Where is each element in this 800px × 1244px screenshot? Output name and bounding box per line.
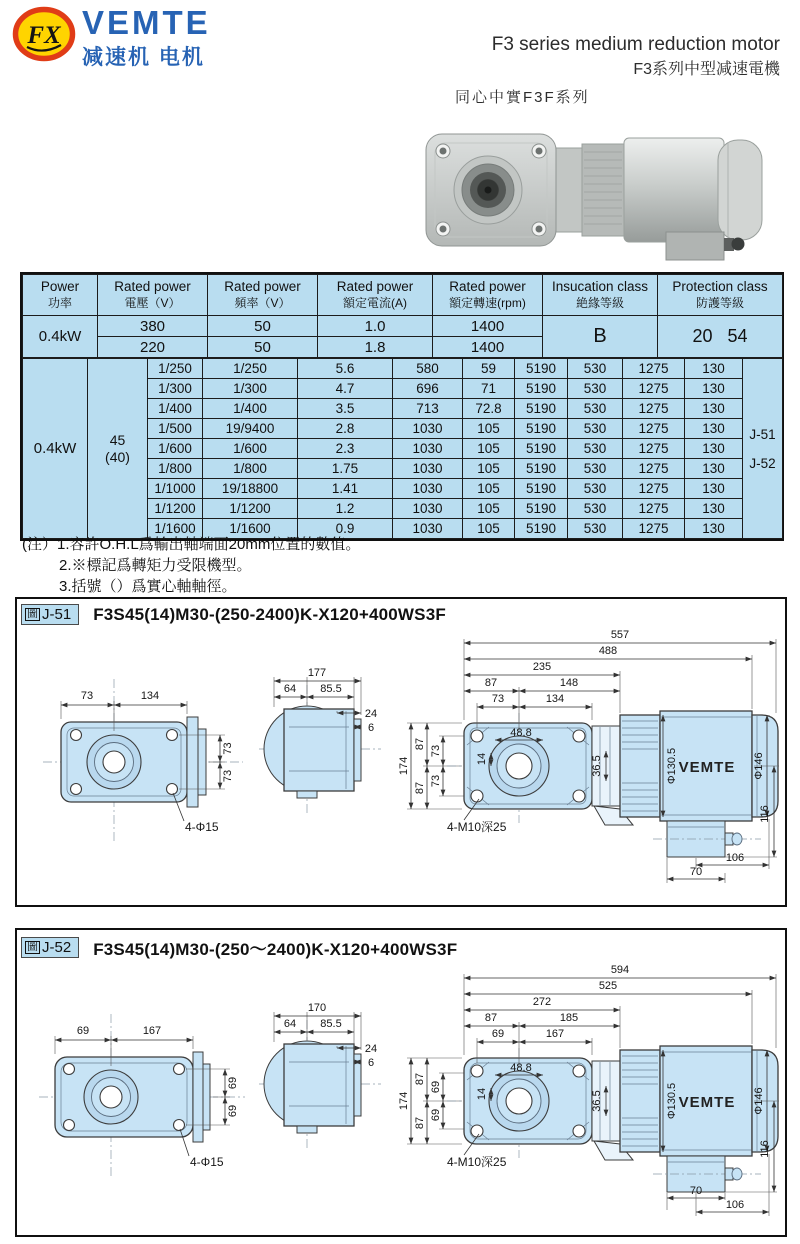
cell: 2.8 [298, 419, 393, 439]
cell: 5190 [515, 459, 568, 479]
svg-text:87: 87 [484, 1012, 498, 1024]
cell: 530 [568, 399, 623, 419]
cell: 580 [393, 359, 463, 379]
svg-text:488: 488 [598, 645, 618, 657]
cell: 1030 [393, 459, 463, 479]
dimension-drawing-j52 [19, 962, 779, 1230]
cell: 130 [685, 379, 743, 399]
svg-text:69: 69 [227, 1076, 239, 1090]
page-title-en: F3 series medium reduction motor [491, 34, 780, 55]
model-code: F3S45(14)M30-(250～2400)K-X120+400WS3F [93, 940, 458, 959]
cell: 19/18800 [203, 479, 298, 499]
cell: 130 [685, 419, 743, 439]
output-shaft [454, 156, 522, 224]
cell: 5190 [515, 379, 568, 399]
cell: 1030 [393, 439, 463, 459]
svg-text:4-M10深25: 4-M10深25 [447, 1155, 507, 1169]
svg-text:73: 73 [222, 742, 234, 755]
svg-text:85.5: 85.5 [320, 683, 342, 695]
notes [22, 534, 360, 597]
figure-badge: 圖 J-52 [21, 937, 79, 958]
svg-text:14: 14 [476, 1087, 488, 1101]
svg-text:174: 174 [398, 1091, 410, 1111]
svg-text:Φ146: Φ146 [753, 1087, 765, 1115]
cell: 1.2 [298, 499, 393, 519]
cell: 5190 [515, 419, 568, 439]
power-cell: 0.4kW [23, 359, 88, 539]
cell: 59 [463, 359, 515, 379]
svg-text:4-M10深25: 4-M10深25 [447, 820, 507, 834]
dimension-drawing-j51 [19, 627, 779, 895]
side-view [259, 667, 381, 815]
svg-text:70: 70 [689, 866, 703, 878]
cell: 530 [568, 379, 623, 399]
svg-text:594: 594 [610, 964, 630, 976]
cell: 1.41 [298, 479, 393, 499]
svg-text:69: 69 [76, 1025, 90, 1037]
svg-text:87: 87 [484, 677, 498, 689]
brand-subname: 减速机 电机 [82, 45, 205, 69]
cell: 1275 [623, 359, 685, 379]
logo-oval-icon [12, 6, 76, 64]
svg-text:134: 134 [545, 693, 565, 705]
cell: 1030 [393, 419, 463, 439]
svg-text:87: 87 [414, 1072, 426, 1086]
svg-text:134: 134 [140, 690, 160, 702]
svg-text:24: 24 [364, 1043, 378, 1055]
svg-text:73: 73 [222, 769, 234, 783]
cell: 19/9400 [203, 419, 298, 439]
cell: 1/1000 [148, 479, 203, 499]
cell: 5190 [515, 499, 568, 519]
svg-text:36.5: 36.5 [591, 755, 603, 777]
rating-table [22, 274, 783, 358]
cell: 105 [463, 419, 515, 439]
svg-text:73: 73 [491, 693, 505, 705]
cell: 1275 [623, 419, 685, 439]
svg-text:64: 64 [283, 683, 297, 695]
cell: 1/800 [148, 459, 203, 479]
svg-text:87: 87 [414, 781, 426, 795]
cell: 1/400 [203, 399, 298, 419]
cell: 1/1600 [203, 519, 298, 539]
cell: 1/1200 [203, 499, 298, 519]
series-subtitle: 同心中實F3F系列 [455, 89, 590, 106]
front-view [39, 1014, 245, 1178]
figure-ref: J-51 [749, 426, 776, 442]
svg-text:73: 73 [430, 774, 442, 788]
svg-text:6: 6 [367, 722, 375, 734]
cell: 380 [98, 316, 208, 337]
svg-text:69: 69 [430, 1108, 442, 1122]
cell: 696 [393, 379, 463, 399]
cell: 1/1200 [148, 499, 203, 519]
svg-text:48.8: 48.8 [510, 1062, 532, 1074]
cell: 1030 [393, 499, 463, 519]
power-value: 0.4kW [23, 316, 98, 358]
col-speed: Rated power 額定轉速(rpm) [433, 275, 543, 316]
svg-text:70: 70 [689, 1185, 703, 1197]
cell: 5190 [515, 359, 568, 379]
cell: 1.0 [318, 316, 433, 337]
page-title-zh: F3系列中型减速電機 [633, 61, 780, 78]
note-line: 2.※標記爲轉矩力受限機型。 [59, 557, 252, 574]
cell: 1275 [623, 399, 685, 419]
svg-text:69: 69 [430, 1080, 442, 1094]
svg-text:69: 69 [491, 1028, 505, 1040]
cell: 50 [208, 316, 318, 337]
svg-text:167: 167 [545, 1028, 565, 1040]
cell: 530 [568, 439, 623, 459]
svg-text:4-Φ15: 4-Φ15 [190, 1155, 224, 1169]
cell: 1.8 [318, 337, 433, 358]
insulation-value: B [543, 316, 658, 358]
svg-text:6: 6 [367, 1057, 375, 1069]
cell: 5190 [515, 439, 568, 459]
cell: 130 [685, 359, 743, 379]
cell: 1.75 [298, 459, 393, 479]
svg-text:87: 87 [414, 1116, 426, 1130]
svg-text:177: 177 [307, 667, 327, 679]
cell: 1/400 [148, 399, 203, 419]
svg-text:24: 24 [364, 708, 378, 720]
model-code: F3S45(14)M30-(250-2400)K-X120+400WS3F [93, 604, 446, 624]
cell: 220 [98, 337, 208, 358]
cell: 713 [393, 399, 463, 419]
svg-text:106: 106 [725, 852, 745, 864]
col-protection: Protection class 防護等級 [658, 275, 783, 316]
figure-badge: 圖 J-51 [21, 604, 79, 625]
cell: 1400 [433, 337, 543, 358]
cell: 1030 [393, 519, 463, 539]
protection-value: 20 54 [658, 316, 783, 358]
svg-text:167: 167 [142, 1025, 162, 1037]
cell: 5190 [515, 479, 568, 499]
svg-text:185: 185 [559, 1012, 579, 1024]
cell: 130 [685, 519, 743, 539]
vertical-dims [398, 1058, 469, 1144]
ratio-table [22, 358, 783, 539]
cell: 530 [568, 419, 623, 439]
svg-text:557: 557 [610, 629, 630, 641]
svg-text:Φ130.5: Φ130.5 [666, 1082, 678, 1120]
cell: 5190 [515, 399, 568, 419]
cell: 530 [568, 479, 623, 499]
cell: 530 [568, 499, 623, 519]
cell: 72.8 [463, 399, 515, 419]
col-frequency: Rated power 頻率（V） [208, 275, 318, 316]
cell: 105 [463, 439, 515, 459]
svg-text:106: 106 [725, 1199, 745, 1211]
col-power: Power 功率 [23, 275, 98, 316]
note-line: 3.括號（）爲實心軸軸徑。 [59, 578, 237, 595]
cell: 0.9 [298, 519, 393, 539]
cell: 105 [463, 479, 515, 499]
cell: 1/300 [203, 379, 298, 399]
cell: 2.3 [298, 439, 393, 459]
svg-text:174: 174 [398, 756, 410, 776]
figure-j51 [15, 597, 787, 907]
figure-glyph: 圖 [27, 940, 38, 953]
cell: 5190 [515, 519, 568, 539]
spec-table [20, 272, 784, 541]
cell: 105 [463, 499, 515, 519]
svg-text:272: 272 [532, 996, 552, 1008]
svg-text:Φ146: Φ146 [753, 752, 765, 780]
svg-text:116: 116 [759, 805, 771, 823]
svg-text:4-Φ15: 4-Φ15 [185, 820, 219, 834]
vertical-dims [398, 723, 469, 809]
figure-glyph: 圖 [27, 607, 38, 620]
cell: 1/1600 [148, 519, 203, 539]
assembly-view [447, 629, 779, 883]
svg-text:48.8: 48.8 [510, 727, 532, 739]
brand-logo [12, 6, 211, 71]
assembly-view [447, 964, 779, 1216]
cell: 1/600 [203, 439, 298, 459]
svg-text:85.5: 85.5 [320, 1018, 342, 1030]
cell: 1275 [623, 479, 685, 499]
cell: 530 [568, 459, 623, 479]
note-line: (注）1.容許O.H.L爲輸出軸端面20mm位置的數值。 [22, 536, 361, 553]
cell: 3.5 [298, 399, 393, 419]
svg-text:14: 14 [476, 752, 488, 766]
cell: 130 [685, 499, 743, 519]
svg-text:87: 87 [414, 737, 426, 751]
svg-text:73: 73 [430, 744, 442, 758]
motor-brand-label: VEMTE [678, 759, 736, 776]
svg-text:148: 148 [559, 677, 579, 689]
figure-ref-cell [743, 359, 783, 539]
cell: 1/250 [148, 359, 203, 379]
cell: 1/500 [148, 419, 203, 439]
col-current: Rated power 額定電流(A) [318, 275, 433, 316]
cell: 5.6 [298, 359, 393, 379]
cell: 130 [685, 399, 743, 419]
svg-text:170: 170 [307, 1002, 327, 1014]
cell: 530 [568, 519, 623, 539]
shaft-cell: 45 (40) [88, 359, 148, 539]
cell: 1275 [623, 519, 685, 539]
product-photo [418, 120, 773, 273]
cell: 71 [463, 379, 515, 399]
cell: 130 [685, 439, 743, 459]
svg-text:36.5: 36.5 [591, 1090, 603, 1112]
svg-text:116: 116 [759, 1140, 771, 1158]
front-view [43, 679, 243, 843]
svg-text:Φ130.5: Φ130.5 [666, 747, 678, 785]
cell: 1275 [623, 439, 685, 459]
cell: 530 [568, 359, 623, 379]
cell: 130 [685, 479, 743, 499]
cell: 50 [208, 337, 318, 358]
figure-j52 [15, 928, 787, 1237]
cell: 1400 [433, 316, 543, 337]
cell: 105 [463, 459, 515, 479]
figure-ref: J-52 [749, 455, 776, 471]
cell: 1275 [623, 379, 685, 399]
brand-name: VEMTE [82, 4, 211, 41]
cell: 1275 [623, 459, 685, 479]
cell: 130 [685, 459, 743, 479]
cell: 1030 [393, 479, 463, 499]
svg-text:525: 525 [598, 980, 618, 992]
svg-text:69: 69 [227, 1104, 239, 1118]
svg-text:64: 64 [283, 1018, 297, 1030]
motor-brand-label: VEMTE [678, 1094, 736, 1111]
logo-mark: FX [27, 22, 61, 49]
cell: 1275 [623, 499, 685, 519]
cell: 1/300 [148, 379, 203, 399]
side-view [259, 1002, 381, 1150]
cell: 1/250 [203, 359, 298, 379]
cell: 1/600 [148, 439, 203, 459]
col-insulation: Insucation class 絶緣等級 [543, 275, 658, 316]
col-voltage: Rated power 電壓（V） [98, 275, 208, 316]
cell: 105 [463, 519, 515, 539]
svg-text:73: 73 [80, 690, 94, 702]
cell: 4.7 [298, 379, 393, 399]
svg-text:235: 235 [532, 661, 552, 673]
cell: 1/800 [203, 459, 298, 479]
